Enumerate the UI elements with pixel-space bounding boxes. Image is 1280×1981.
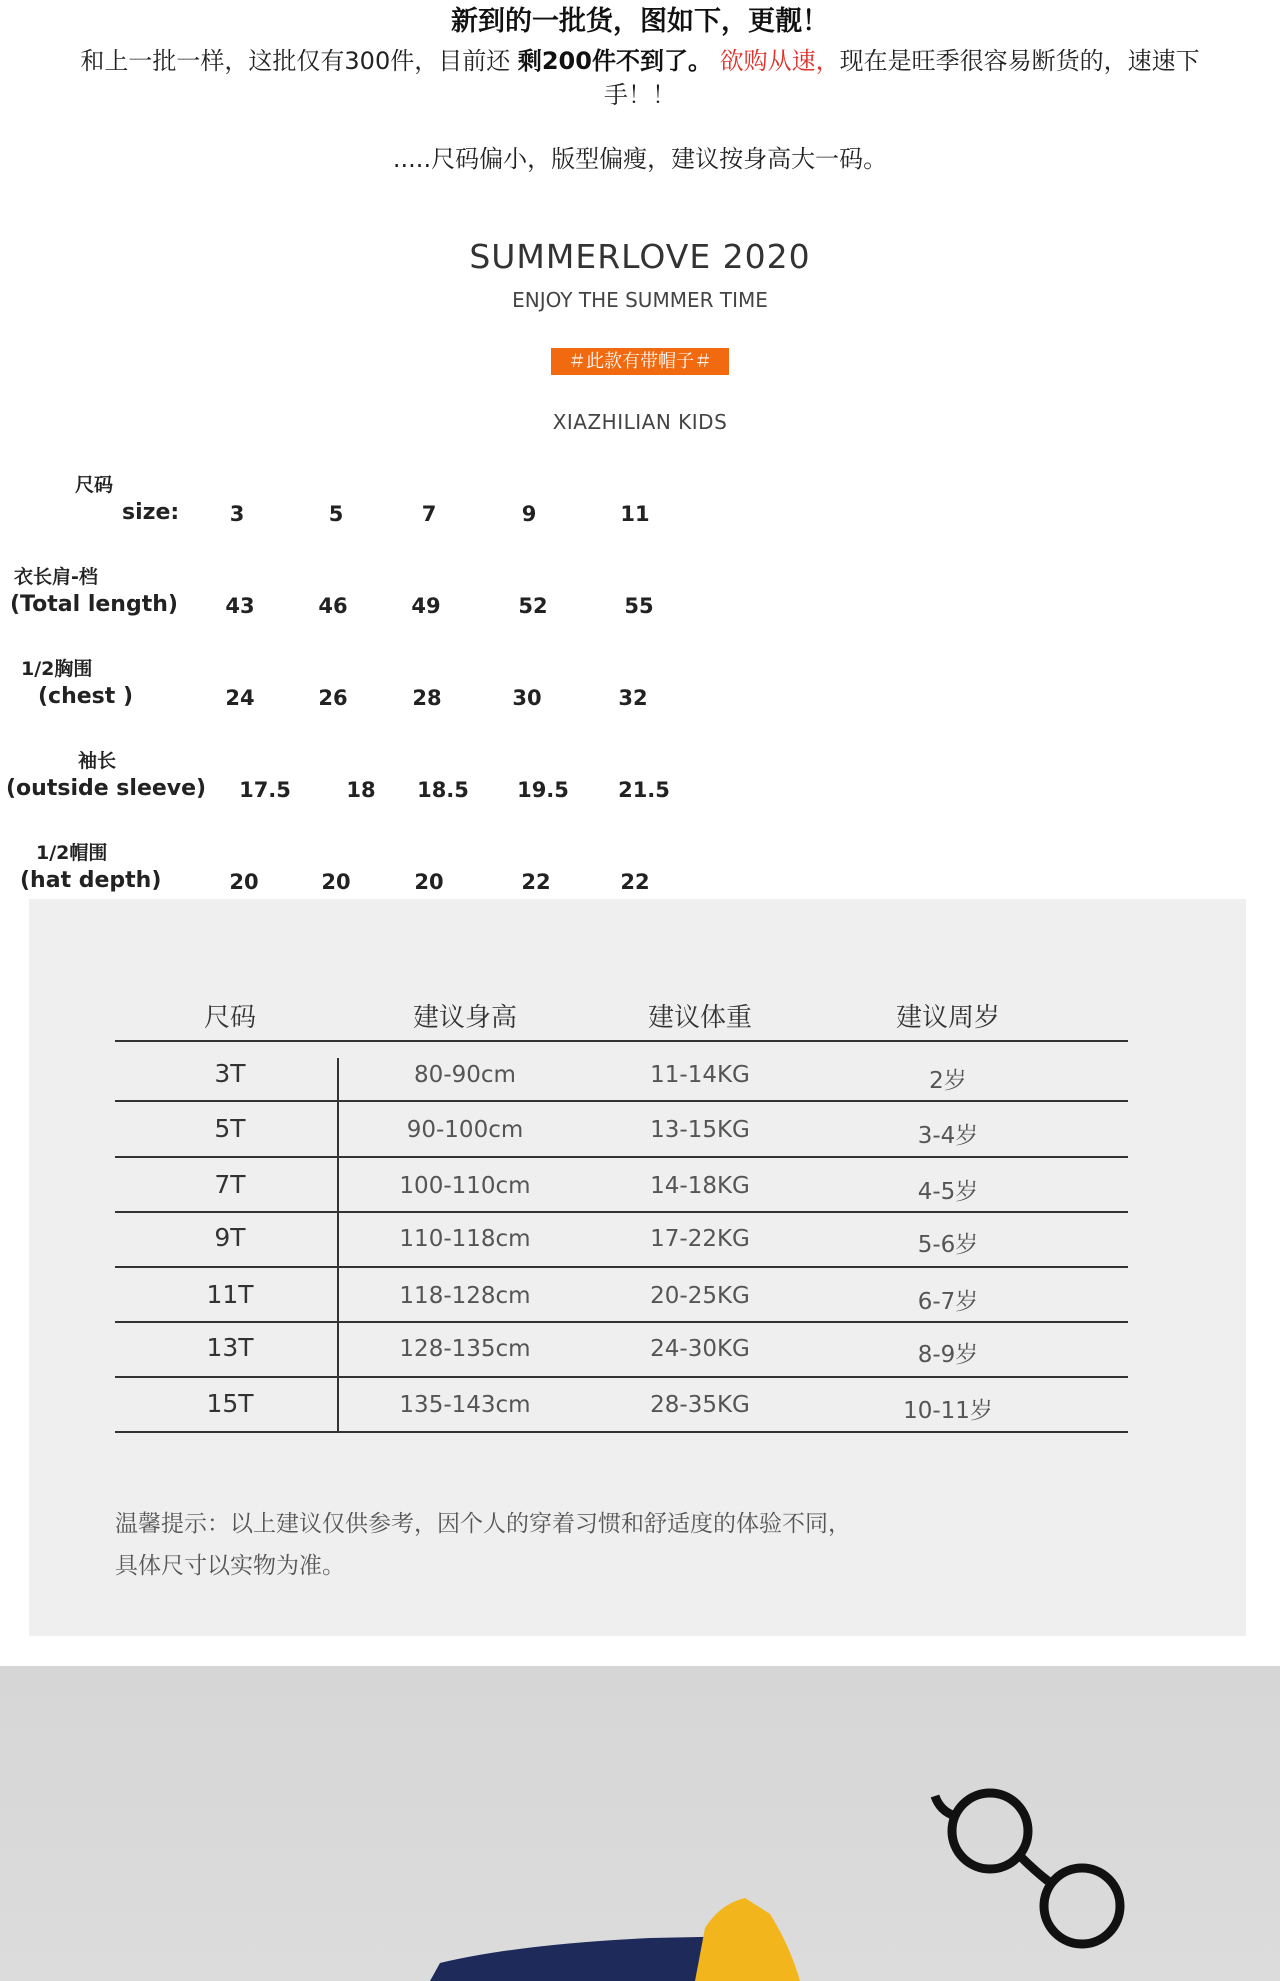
measure-value: 22 — [521, 870, 551, 894]
rec-weight: 13-15KG — [650, 1117, 750, 1143]
rec-weight: 11-14KG — [650, 1062, 750, 1088]
rec-height: 110-118cm — [399, 1226, 531, 1252]
measure-value: 20 — [229, 870, 259, 894]
rec-header-weight: 建议体重 — [647, 1003, 752, 1033]
notice-text: 和上一批一样，这批仅有300件，目前还 — [80, 47, 518, 75]
measure-value: 9 — [521, 502, 537, 526]
measure-value: 30 — [512, 686, 542, 710]
measure-value: 46 — [318, 594, 348, 618]
rec-age: 2岁 — [929, 1068, 967, 1094]
rec-column-divider — [337, 1058, 339, 1433]
measure-value: 55 — [624, 594, 654, 618]
measure-value: 19.5 — [517, 778, 569, 802]
measure-value: 20 — [321, 870, 351, 894]
measure-value: 11 — [620, 502, 650, 526]
measure-value: 20 — [414, 870, 444, 894]
rec-age: 5-6岁 — [917, 1232, 979, 1258]
fit-note: .....尺码偏小，版型偏瘦，建议按身高大一码。 — [392, 145, 888, 173]
rec-note — [115, 1503, 851, 1587]
glasses-icon — [935, 1793, 1120, 1944]
measure-value: 18.5 — [417, 778, 469, 802]
product-photo — [0, 1666, 1280, 1981]
notice-line-2: 手！！ — [604, 81, 676, 109]
measure-value: 18 — [346, 778, 376, 802]
measure-label-en: (Total length) — [10, 592, 178, 617]
shirt-collar — [695, 1898, 800, 1981]
rec-divider — [115, 1100, 1128, 1102]
measure-label-cn: 袖长 — [78, 750, 117, 772]
brand-kids: XIAZHILIAN KIDS — [552, 410, 728, 434]
rec-size: 13T — [206, 1333, 254, 1362]
notice-title: 新到的一批货，图如下，更靓！ — [451, 6, 829, 37]
rec-height: 118-128cm — [399, 1283, 531, 1309]
rec-weight: 17-22KG — [650, 1226, 750, 1252]
measure-label-cn: 1/2帽围 — [36, 842, 108, 864]
measure-value: 22 — [620, 870, 650, 894]
rec-weight: 20-25KG — [650, 1283, 750, 1309]
measure-label-en: (outside sleeve) — [6, 776, 207, 801]
rec-age: 8-9岁 — [917, 1342, 979, 1368]
measure-value: 28 — [412, 686, 442, 710]
rec-divider — [115, 1211, 1128, 1213]
rec-age: 10-11岁 — [903, 1398, 993, 1424]
notice-stock-count: 剩200件不到了。 — [517, 47, 712, 75]
measure-value: 26 — [318, 686, 348, 710]
rec-note-line-1: 温馨提示：以上建议仅供参考，因个人的穿着习惯和舒适度的体验不同， — [115, 1511, 851, 1537]
rec-weight: 24-30KG — [650, 1336, 750, 1362]
hat-badge: ＃此款有带帽子＃ — [551, 348, 729, 375]
notice-body — [0, 44, 1280, 112]
rec-height: 80-90cm — [414, 1062, 516, 1088]
rec-divider — [115, 1376, 1128, 1378]
rec-weight: 28-35KG — [650, 1392, 750, 1418]
measure-value: 7 — [421, 502, 437, 526]
rec-size: 3T — [214, 1059, 246, 1088]
measure-value: 43 — [225, 594, 255, 618]
rec-height: 135-143cm — [399, 1392, 531, 1418]
rec-divider — [115, 1321, 1128, 1323]
rec-header-age: 建议周岁 — [895, 1003, 1000, 1033]
notice-line-1 — [0, 44, 1280, 78]
rec-size: 15T — [206, 1389, 254, 1418]
measure-label-en: (hat depth) — [20, 868, 162, 893]
rec-weight: 14-18KG — [650, 1173, 750, 1199]
notice-text-2: 现在是旺季很容易断货的，速速下 — [839, 47, 1200, 75]
product-illustration — [0, 1666, 1280, 1981]
rec-age: 4-5岁 — [917, 1179, 979, 1205]
rec-divider — [115, 1431, 1128, 1433]
rec-height: 90-100cm — [406, 1117, 524, 1143]
measure-value: 5 — [328, 502, 344, 526]
brand-subtitle: ENJOY THE SUMMER TIME — [512, 288, 768, 312]
measure-label-en: size: — [122, 500, 180, 525]
rec-header-height: 建议身高 — [412, 1003, 517, 1033]
measure-label-cn: 衣长肩-档 — [14, 566, 98, 588]
rec-height: 128-135cm — [399, 1336, 531, 1362]
measure-value: 24 — [225, 686, 255, 710]
measure-label-cn: 1/2胸围 — [21, 658, 93, 680]
measure-value: 21.5 — [618, 778, 670, 802]
rec-age: 6-7岁 — [917, 1289, 979, 1315]
rec-age: 3-4岁 — [917, 1123, 979, 1149]
measure-value: 3 — [229, 502, 245, 526]
rec-height: 100-110cm — [399, 1173, 531, 1199]
rec-note-line-2: 具体尺寸以实物为准。 — [115, 1553, 345, 1579]
brand-title: SUMMERLOVE 2020 — [469, 237, 811, 276]
rec-header-size: 尺码 — [203, 1003, 256, 1033]
rec-size: 7T — [214, 1170, 246, 1199]
rec-size: 11T — [206, 1280, 254, 1309]
measure-label-en: (chest ) — [38, 684, 134, 709]
measure-value: 52 — [518, 594, 548, 618]
notice-urgent: 欲购从速， — [711, 47, 840, 75]
rec-size: 5T — [214, 1114, 246, 1143]
rec-divider — [115, 1040, 1128, 1042]
rec-size: 9T — [214, 1223, 246, 1252]
measure-value: 32 — [618, 686, 648, 710]
rec-divider — [115, 1266, 1128, 1268]
measure-value: 49 — [411, 594, 441, 618]
measure-label-cn: 尺码 — [75, 474, 114, 496]
measure-value: 17.5 — [239, 778, 291, 802]
rec-divider — [115, 1156, 1128, 1158]
